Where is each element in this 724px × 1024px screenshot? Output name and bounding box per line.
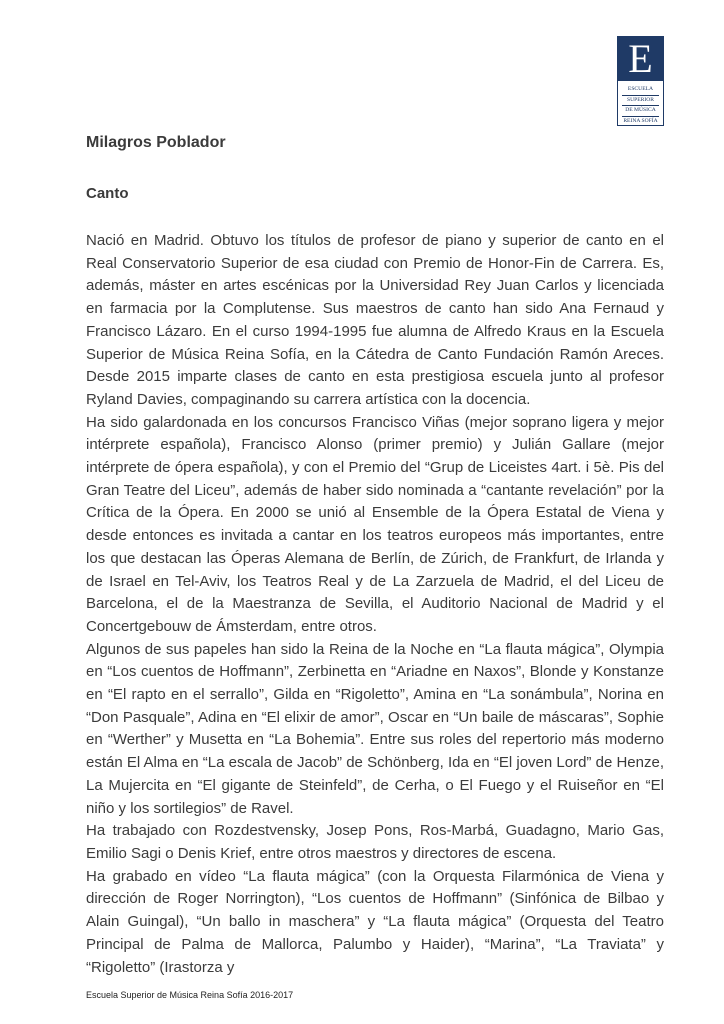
page-footer: Escuela Superior de Música Reina Sofía 2016-2017 bbox=[86, 990, 294, 1000]
page-title: Milagros Poblador bbox=[86, 134, 226, 151]
logo-emblem bbox=[618, 37, 663, 81]
paragraph: Algunos de sus papeles han sido la Reina de la Noche en “La flauta mágica”, Olympia en “Los cuentos de Hoffmann”, Zerbinetta en “Ariadne en Naxos”, Blonde y Konstanze en “El rapto en el serrallo”, Gilda en “Rigoletto”, Amina en “La sonámbula”, Norina en “Don Pasquale”, Adina en “El elixir de amor”, Oscar en “Un baile de máscaras”, Sophie en “Werther” y Musetta en “La Bohemia”. Entre sus roles del repertorio más moderno están El Alma en “La escala de Jacob” de Schönberg, Ida en “El joven Lord” de Henze, La Mujercita en “El gigante de Steinfeld”, de Cerha, o El Fuego y el Ruiseñor en “El niño y los sortilegios” de Ravel. bbox=[86, 640, 664, 817]
logo-line: SUPERIOR bbox=[622, 96, 659, 107]
logo-wordmark bbox=[618, 81, 663, 126]
paragraph: Nació en Madrid. Obtuvo los títulos de profesor de piano y superior de canto en el Real Conservatorio Superior de esa ciudad con Premio de Honor-Fin de Carrera. Es, además, máster en artes escénicas por la Universidad Rey Juan Carlos y licenciada en farmacia por la Complutense. Sus maestros de canto han sido Ana Fernaud y Francisco Lázaro. En el curso 1994-1995 fue alumna de Alfredo Kraus en la Escuela Superior de Música Reina Sofía, en la Cátedra de Canto Fundación Ramón Areces. Desde 2015 imparte clases de canto en esta prestigiosa escuela junto al profesor Ryland Davies, compaginando su carrera artística con la docencia. bbox=[86, 232, 664, 408]
section-subtitle: Canto bbox=[86, 185, 129, 202]
paragraph: Ha grabado en vídeo “La flauta mágica” (con la Orquesta Filarmónica de Viena y dirección de Roger Norrington), “Los cuentos de Hoffmann” (Sinfónica de Bilbao y Alain Guingal), “Un ballo in maschera” y “La flauta mágica” (Orquesta del Teatro Principal de Palma de Mallorca, Palumbo y Haider), “Marina”, “La Traviata” y “Rigoletto” (Irastorza y bbox=[86, 867, 664, 976]
logo-line: ESCUELA bbox=[622, 85, 659, 96]
logo-line: DE MÚSICA bbox=[622, 106, 659, 117]
logo-line: REINA SOFÍA bbox=[623, 117, 658, 124]
paragraph: Ha trabajado con Rozdestvensky, Josep Pons, Ros-Marbá, Guadagno, Mario Gas, Emilio Sagi o Denis Krief, entre otros maestros y directores de escena. bbox=[86, 822, 664, 862]
logo-letter: E bbox=[628, 36, 653, 81]
paragraph: Ha sido galardonada en los concursos Francisco Viñas (mejor soprano ligera y mejor intérprete española), Francisco Alonso (primer premio) y Julián Gallare (mejor intérprete de ópera española), y con el Premio del “Grup de Liceistes 4art. i 5è. Pis del Gran Teatre del Liceu”, además de haber sido nominada a “cantante revelación” por la Crítica de la Ópera. En 2000 se unió al Ensemble de la Ópera Estatal de Viena y desde entonces es invitada a cantar en los teatros europeos más importantes, entre los que destacan las Óperas Alemana de Berlín, de Zúrich, de Frankfurt, de Irlanda y de Israel en Tel-Aviv, los Teatros Real y de La Zarzuela de Madrid, el del Liceu de Barcelona, el de la Maestranza de Sevilla, el Auditorio Nacional de Madrid y el Concertgebouw de Ámsterdam, entre otros. bbox=[86, 413, 664, 635]
school-logo bbox=[617, 36, 664, 126]
biography-text bbox=[86, 230, 664, 979]
